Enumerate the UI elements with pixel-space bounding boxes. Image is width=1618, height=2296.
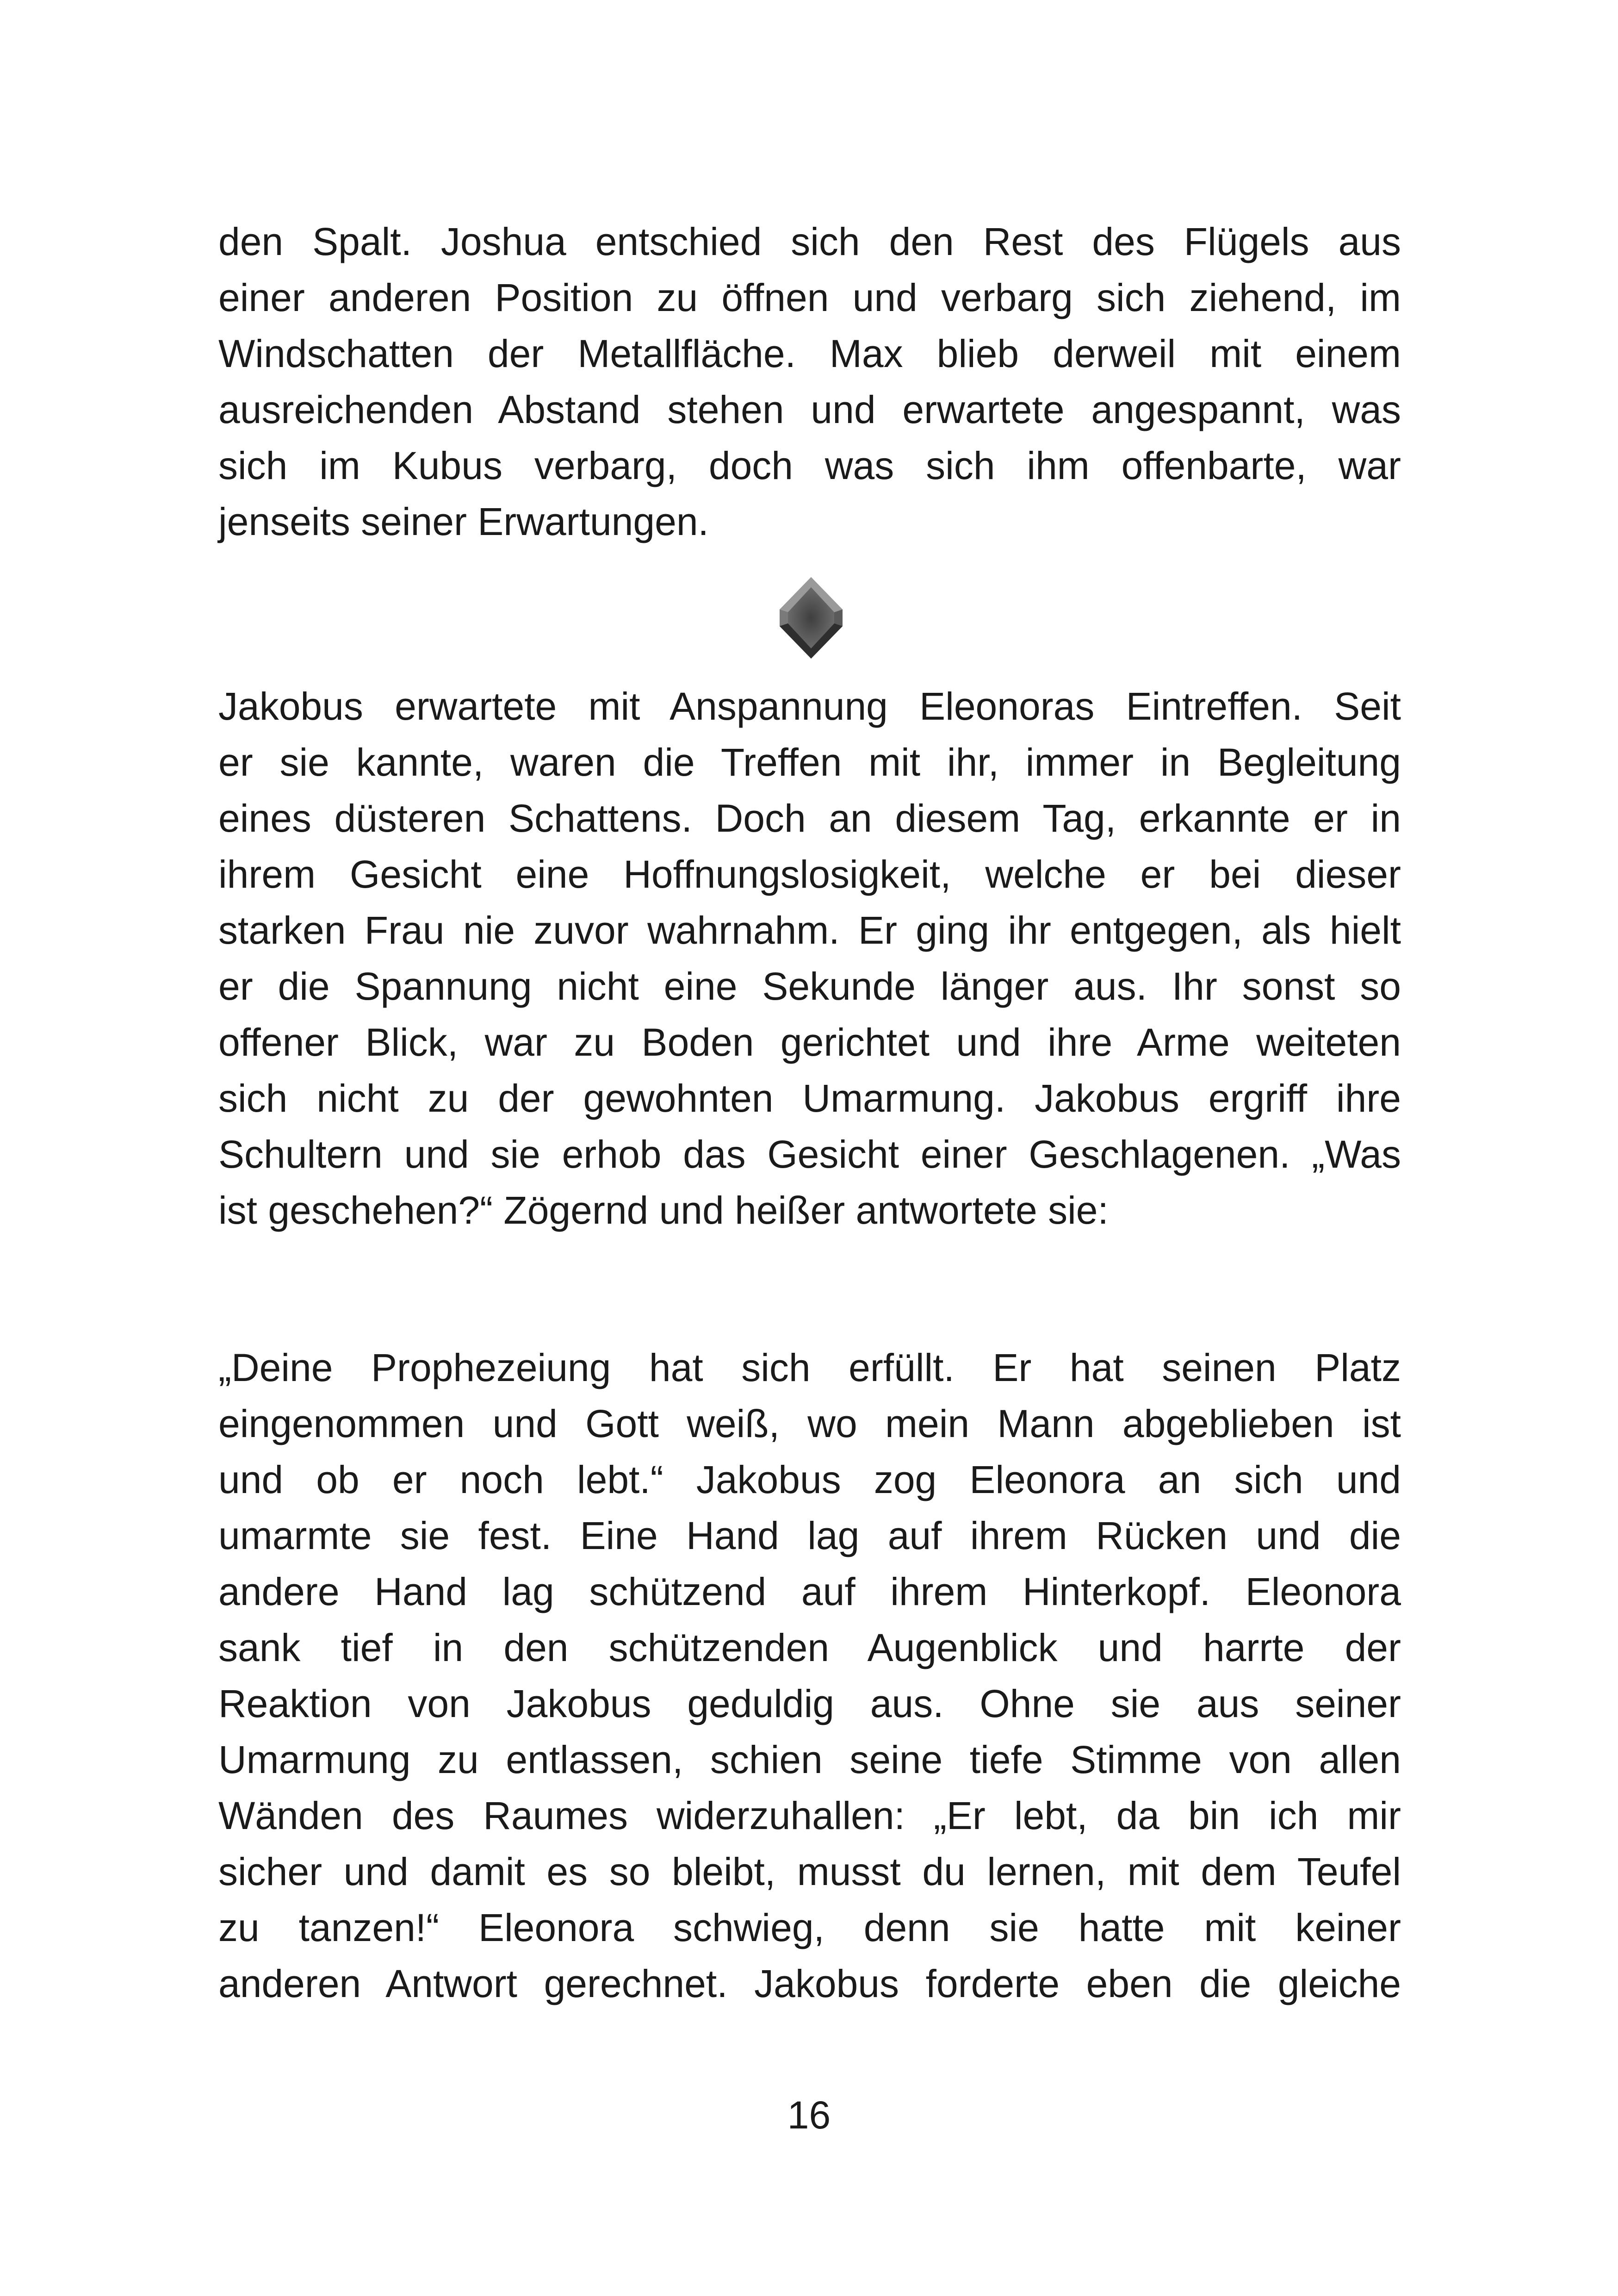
text-line: anderen Antwort gerechnet. Jakobus forderte eben die gleiche xyxy=(218,1962,1401,2005)
text-line: Jakobus erwartete mit Anspannung Eleonoras Eintreffen. Seit xyxy=(218,684,1401,728)
page-number: 16 xyxy=(787,2093,831,2137)
text-line: eines düsteren Schattens. Doch an diesem Tag, erkannte er in xyxy=(218,796,1401,840)
text-line: ist geschehen?“ Zögernd und heißer antwortete sie: xyxy=(218,1188,1109,1232)
diamond-ornament-icon xyxy=(779,576,843,660)
text-line: sank tief in den schützenden Augenblick und harrte der xyxy=(218,1626,1401,1669)
text-line: andere Hand lag schützend auf ihrem Hinterkopf. Eleonora xyxy=(218,1570,1401,1613)
text-line: er sie kannte, waren die Treffen mit ihr, immer in Begleitung xyxy=(218,740,1401,784)
text-line: und ob er noch lebt.“ Jakobus zog Eleonora an sich und xyxy=(218,1458,1401,1501)
text-line: sicher und damit es so bleibt, musst du lernen, mit dem Teufel xyxy=(218,1850,1401,1893)
text-line: Umarmung zu entlassen, schien seine tiefe Stimme von allen xyxy=(218,1738,1401,1781)
text-line: Reaktion von Jakobus geduldig aus. Ohne sie aus seiner xyxy=(218,1682,1401,1725)
text-line: ihrem Gesicht eine Hoffnungslosigkeit, welche er bei dieser xyxy=(218,852,1401,896)
text-line: starken Frau nie zuvor wahrnahm. Er ging ihr entgegen, als hielt xyxy=(218,908,1401,952)
text-line: einer anderen Position zu öffnen und verbarg sich ziehend, im xyxy=(218,276,1401,319)
text-line: eingenommen und Gott weiß, wo mein Mann abgeblieben ist xyxy=(218,1402,1401,1445)
text-line: sich im Kubus verbarg, doch was sich ihm offenbarte, war xyxy=(218,444,1401,487)
text-line: sich nicht zu der gewohnten Umarmung. Jakobus ergriff ihre xyxy=(218,1076,1401,1120)
text-line: ausreichenden Abstand stehen und erwartete angespannt, was xyxy=(218,388,1401,431)
paragraph-1 xyxy=(218,214,1401,550)
text-line: zu tanzen!“ Eleonora schwieg, denn sie hatte mit keiner xyxy=(218,1906,1401,1949)
paragraph-2 xyxy=(218,678,1401,1238)
text-line: „Deine Prophezeiung hat sich erfüllt. Er hat seinen Platz xyxy=(218,1346,1401,1389)
text-line: Wänden des Raumes widerzuhallen: „Er lebt, da bin ich mir xyxy=(218,1794,1401,1837)
text-line: offener Blick, war zu Boden gerichtet und ihre Arme weiteten xyxy=(218,1020,1401,1064)
text-line: er die Spannung nicht eine Sekunde länger aus. Ihr sonst so xyxy=(218,964,1401,1008)
text-line: den Spalt. Joshua entschied sich den Rest des Flügels aus xyxy=(218,220,1401,263)
text-line: Windschatten der Metallfläche. Max blieb derweil mit einem xyxy=(218,332,1401,375)
paragraph-3 xyxy=(218,1340,1401,2012)
text-line: Schultern und sie erhob das Gesicht einer Geschlagenen. „Was xyxy=(218,1132,1401,1176)
text-line: umarmte sie fest. Eine Hand lag auf ihrem Rücken und die xyxy=(218,1514,1401,1557)
text-line: jenseits seiner Erwartungen. xyxy=(218,500,709,543)
